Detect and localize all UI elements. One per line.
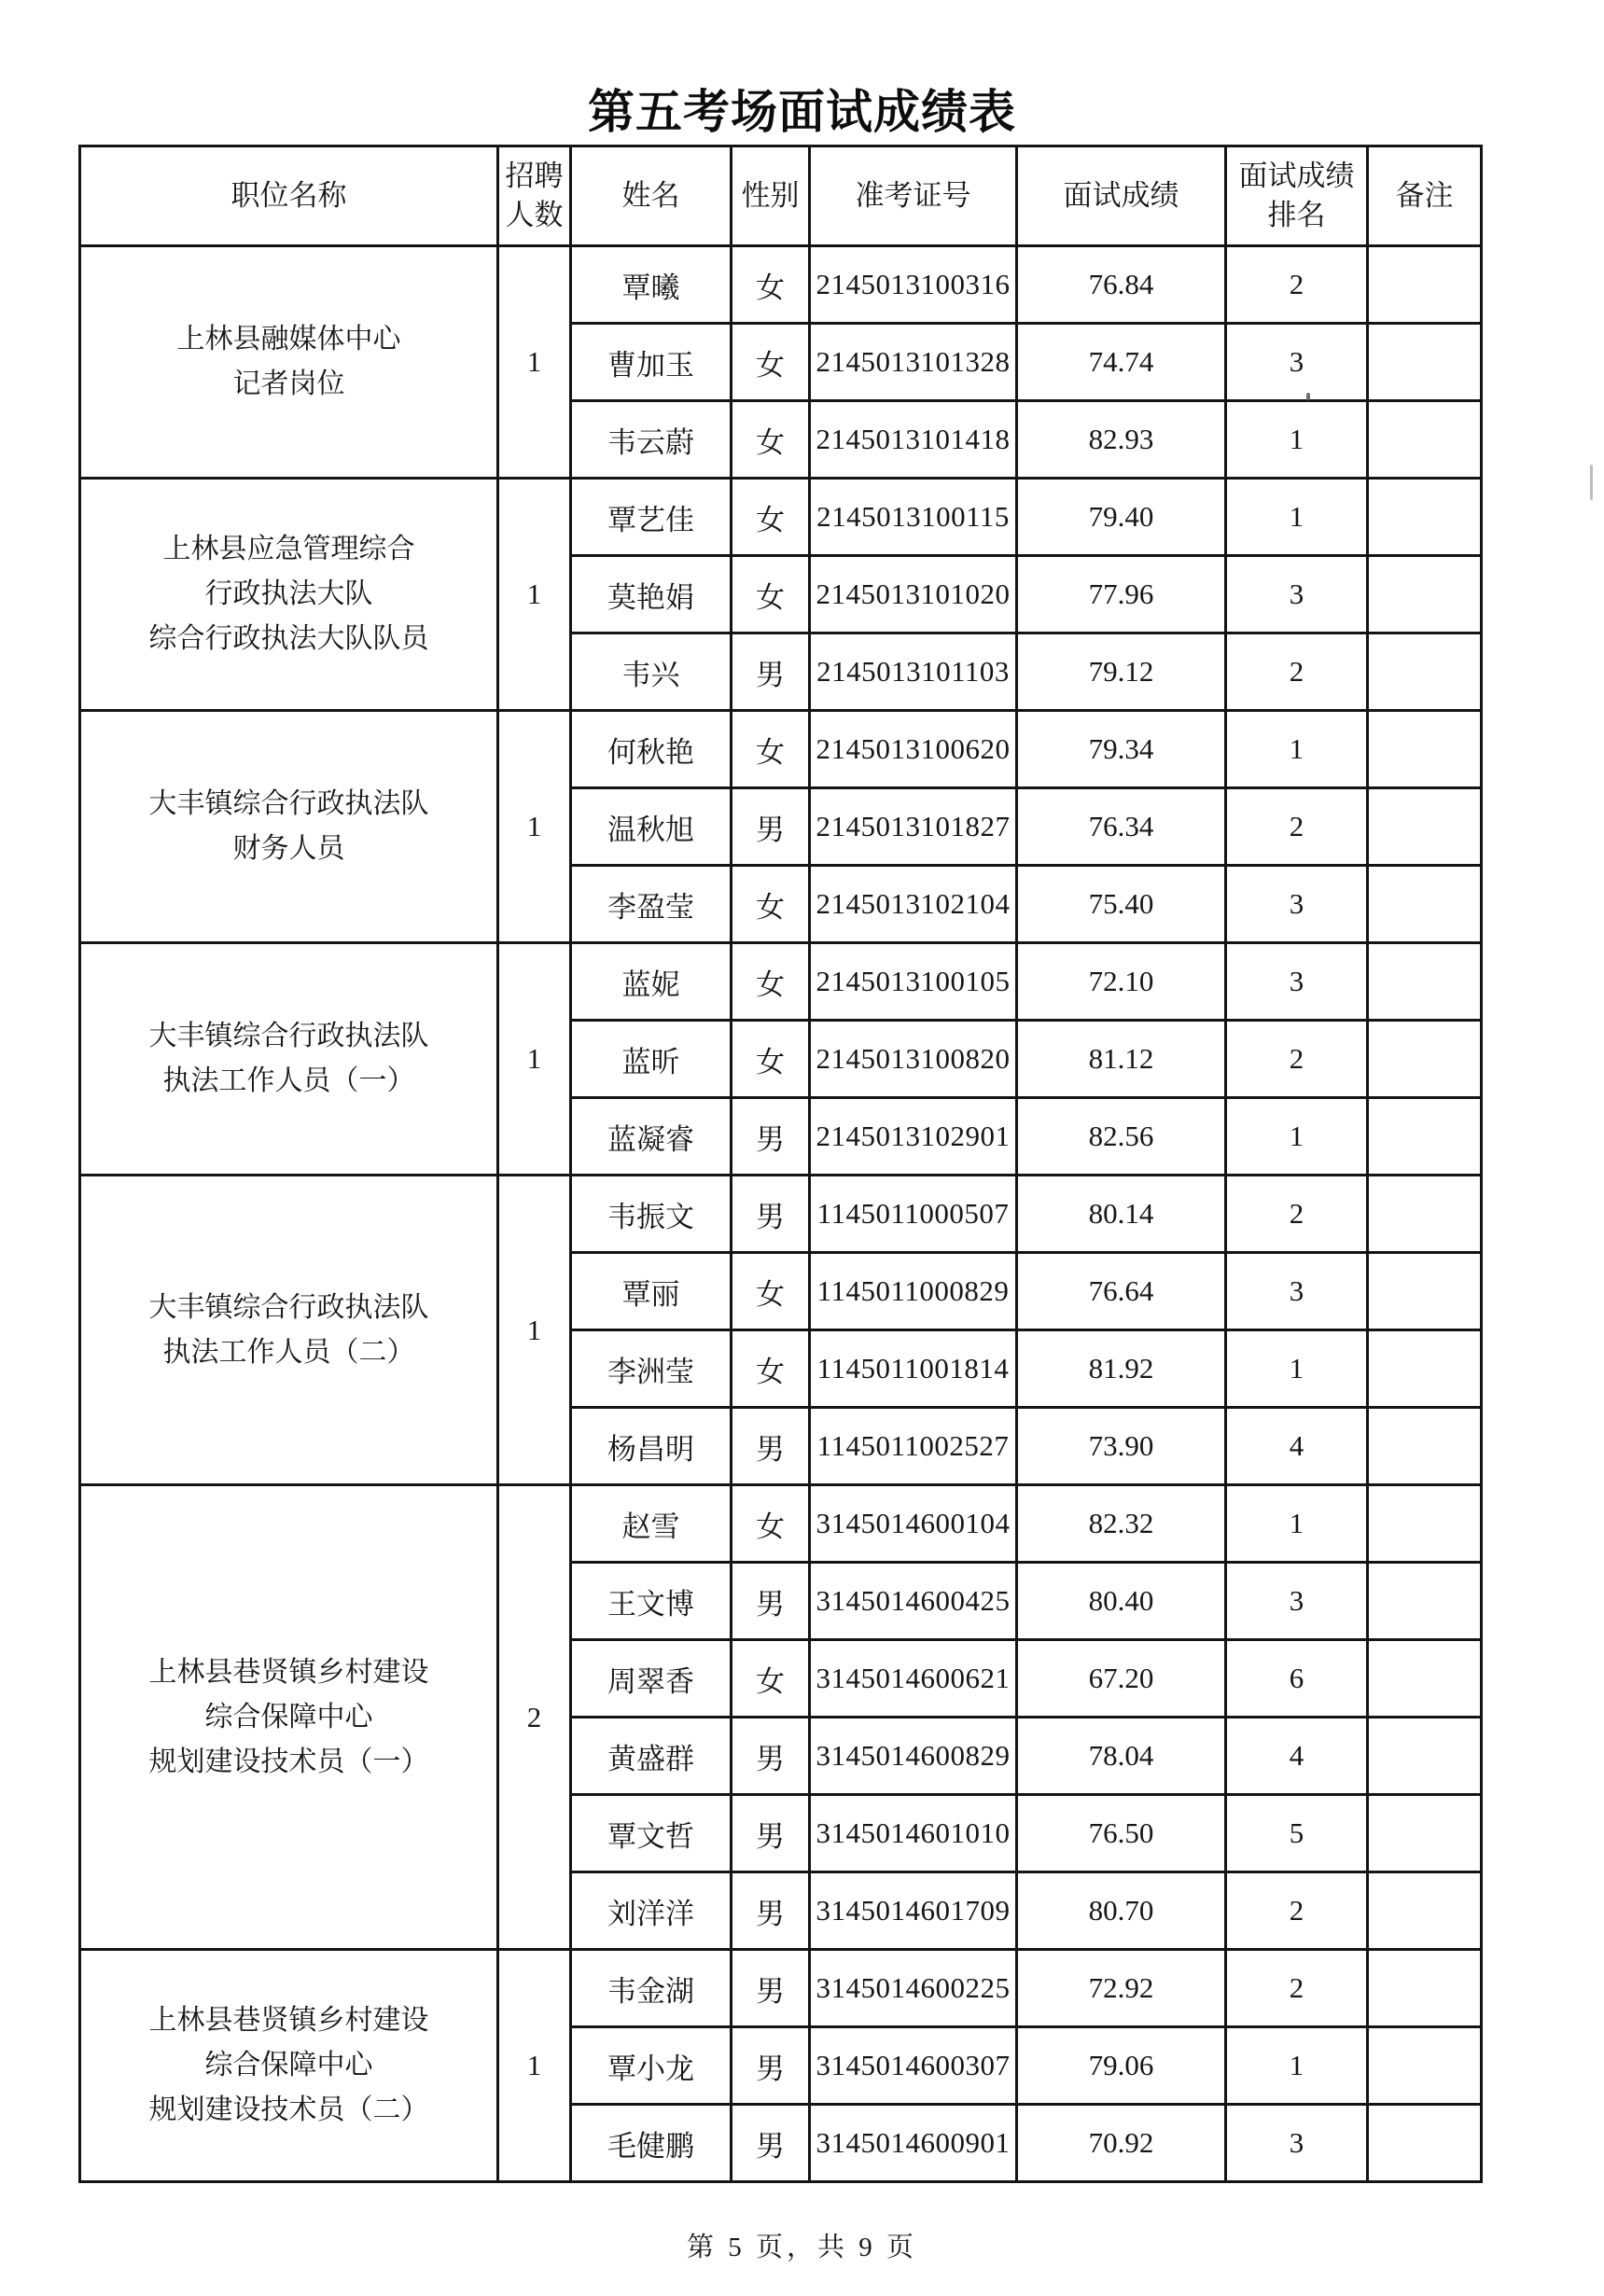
recruits-cell: 1 xyxy=(498,711,571,943)
position-line: 财务人员 xyxy=(232,833,345,864)
scan-artifact-dash xyxy=(1590,465,1593,500)
position-line: 上林县巷贤镇乡村建设 xyxy=(148,2005,429,2036)
remark-cell xyxy=(1368,2027,1482,2105)
exam-id-cell: 3145014600829 xyxy=(810,1718,1017,1795)
exam-id-cell: 2145013102104 xyxy=(810,866,1017,943)
column-header-recruits: 招聘人数 xyxy=(498,146,571,246)
name-cell: 刘洋洋 xyxy=(571,1872,732,1950)
remark-cell xyxy=(1368,1253,1482,1330)
remark-cell xyxy=(1368,1718,1482,1795)
position-line: 规划建设技术员（二） xyxy=(148,2094,429,2125)
position-line: 综合行政执法大队队员 xyxy=(148,623,429,654)
name-cell: 曹加玉 xyxy=(571,324,732,401)
column-header-position: 职位名称 xyxy=(80,146,498,246)
name-cell: 李盈莹 xyxy=(571,866,732,943)
column-header-name: 姓名 xyxy=(571,146,732,246)
remark-cell xyxy=(1368,1485,1482,1563)
remark-cell xyxy=(1368,246,1482,324)
table-row xyxy=(80,711,1482,788)
rank-cell: 1 xyxy=(1226,1330,1368,1408)
gender-cell: 女 xyxy=(732,1485,810,1563)
name-cell: 莫艳娟 xyxy=(571,556,732,633)
exam-id-cell: 2145013100316 xyxy=(810,246,1017,324)
remark-cell xyxy=(1368,324,1482,401)
remark-cell xyxy=(1368,2105,1482,2182)
name-cell: 韦云蔚 xyxy=(571,401,732,479)
position-line: 行政执法大队 xyxy=(204,578,373,609)
gender-cell: 女 xyxy=(732,1330,810,1408)
remark-cell xyxy=(1368,1563,1482,1640)
remark-cell xyxy=(1368,479,1482,556)
rank-cell: 3 xyxy=(1226,1563,1368,1640)
recruits-cell: 1 xyxy=(498,1176,571,1485)
recruits-cell: 1 xyxy=(498,1950,571,2182)
name-cell: 覃曦 xyxy=(571,246,732,324)
remark-cell xyxy=(1368,633,1482,711)
gender-cell: 男 xyxy=(732,1176,810,1253)
gender-cell: 女 xyxy=(732,1021,810,1098)
score-cell: 79.34 xyxy=(1017,711,1226,788)
position-line: 上林县巷贤镇乡村建设 xyxy=(148,1656,429,1688)
rank-cell: 2 xyxy=(1226,788,1368,866)
position-line: 大丰镇综合行政执法队 xyxy=(148,788,429,819)
page-footer: 第 5 页，共 9 页 xyxy=(686,2233,917,2262)
position-cell xyxy=(80,1485,498,1950)
score-cell: 67.20 xyxy=(1017,1640,1226,1718)
gender-cell: 女 xyxy=(732,479,810,556)
name-cell: 韦兴 xyxy=(571,633,732,711)
position-line: 记者岗位 xyxy=(232,369,345,399)
name-cell: 温秋旭 xyxy=(571,788,732,866)
rank-cell: 1 xyxy=(1226,1485,1368,1563)
name-cell: 覃文哲 xyxy=(571,1795,732,1872)
gender-cell: 女 xyxy=(732,1640,810,1718)
rank-cell: 2 xyxy=(1226,1176,1368,1253)
interview-score-table xyxy=(78,145,1483,2183)
remark-cell xyxy=(1368,1176,1482,1253)
remark-cell xyxy=(1368,1795,1482,1872)
score-cell: 82.56 xyxy=(1017,1098,1226,1176)
name-cell: 覃丽 xyxy=(571,1253,732,1330)
remark-cell xyxy=(1368,866,1482,943)
exam-id-cell: 2145013100620 xyxy=(810,711,1017,788)
name-cell: 周翠香 xyxy=(571,1640,732,1718)
score-cell: 79.40 xyxy=(1017,479,1226,556)
gender-cell: 男 xyxy=(732,1795,810,1872)
remark-cell xyxy=(1368,1872,1482,1950)
position-cell xyxy=(80,1176,498,1485)
name-cell: 赵雪 xyxy=(571,1485,732,1563)
name-cell: 毛健鹏 xyxy=(571,2105,732,2182)
column-header-rank: 面试成绩排名 xyxy=(1226,146,1368,246)
score-cell: 72.10 xyxy=(1017,943,1226,1021)
remark-cell xyxy=(1368,1021,1482,1098)
score-cell: 76.64 xyxy=(1017,1253,1226,1330)
position-cell xyxy=(80,1950,498,2182)
name-cell: 杨昌明 xyxy=(571,1408,732,1485)
name-cell: 蓝妮 xyxy=(571,943,732,1021)
score-cell: 81.92 xyxy=(1017,1330,1226,1408)
gender-cell: 女 xyxy=(732,1253,810,1330)
remark-cell xyxy=(1368,1950,1482,2027)
gender-cell: 男 xyxy=(732,1563,810,1640)
position-line: 综合保障中心 xyxy=(204,1701,373,1732)
exam-id-cell: 3145014601010 xyxy=(810,1795,1017,1872)
rank-cell: 1 xyxy=(1226,401,1368,479)
exam-id-cell: 3145014600901 xyxy=(810,2105,1017,2182)
exam-id-cell: 1145011002527 xyxy=(810,1408,1017,1485)
exam-id-cell: 2145013100115 xyxy=(810,479,1017,556)
score-cell: 80.40 xyxy=(1017,1563,1226,1640)
exam-id-cell: 3145014600425 xyxy=(810,1563,1017,1640)
gender-cell: 男 xyxy=(732,1872,810,1950)
score-cell: 82.32 xyxy=(1017,1485,1226,1563)
score-cell: 74.74 xyxy=(1017,324,1226,401)
rank-cell: 2 xyxy=(1226,1950,1368,2027)
remark-cell xyxy=(1368,711,1482,788)
score-cell: 72.92 xyxy=(1017,1950,1226,2027)
gender-cell: 男 xyxy=(732,2105,810,2182)
exam-id-cell: 2145013100820 xyxy=(810,1021,1017,1098)
rank-cell: 1 xyxy=(1226,479,1368,556)
rank-cell: 2 xyxy=(1226,1021,1368,1098)
rank-cell: 1 xyxy=(1226,2027,1368,2105)
name-cell: 李洲莹 xyxy=(571,1330,732,1408)
recruits-cell: 2 xyxy=(498,1485,571,1950)
name-cell: 覃小龙 xyxy=(571,2027,732,2105)
position-line: 执法工作人员（二） xyxy=(162,1336,415,1368)
remark-cell xyxy=(1368,1408,1482,1485)
gender-cell: 女 xyxy=(732,556,810,633)
scan-artifact-dot xyxy=(1306,393,1310,400)
position-cell xyxy=(80,943,498,1176)
rank-cell: 3 xyxy=(1226,943,1368,1021)
score-cell: 70.92 xyxy=(1017,2105,1226,2182)
position-cell xyxy=(80,246,498,479)
table-row xyxy=(80,943,1482,1021)
exam-id-cell: 3145014601709 xyxy=(810,1872,1017,1950)
rank-cell: 3 xyxy=(1226,2105,1368,2182)
exam-id-cell: 2145013100105 xyxy=(810,943,1017,1021)
score-cell: 78.04 xyxy=(1017,1718,1226,1795)
score-cell: 80.14 xyxy=(1017,1176,1226,1253)
remark-cell xyxy=(1368,943,1482,1021)
column-header-exam-id: 准考证号 xyxy=(810,146,1017,246)
table-row xyxy=(80,1485,1482,1563)
position-line: 上林县融媒体中心 xyxy=(176,324,401,355)
name-cell: 蓝昕 xyxy=(571,1021,732,1098)
rank-cell: 5 xyxy=(1226,1795,1368,1872)
column-header-score: 面试成绩 xyxy=(1017,146,1226,246)
exam-id-cell: 3145014600621 xyxy=(810,1640,1017,1718)
rank-cell: 4 xyxy=(1226,1718,1368,1795)
rank-cell: 3 xyxy=(1226,1253,1368,1330)
exam-id-cell: 1145011001814 xyxy=(810,1330,1017,1408)
exam-id-cell: 2145013101827 xyxy=(810,788,1017,866)
name-cell: 覃艺佳 xyxy=(571,479,732,556)
score-cell: 73.90 xyxy=(1017,1408,1226,1485)
position-line: 规划建设技术员（一） xyxy=(148,1746,429,1777)
exam-id-cell: 3145014600104 xyxy=(810,1485,1017,1563)
name-cell: 王文博 xyxy=(571,1563,732,1640)
rank-cell: 4 xyxy=(1226,1408,1368,1485)
page-title: 第五考场面试成绩表 xyxy=(588,86,1016,138)
table-row xyxy=(80,479,1482,556)
gender-cell: 女 xyxy=(732,246,810,324)
gender-cell: 男 xyxy=(732,1098,810,1176)
remark-cell xyxy=(1368,1330,1482,1408)
position-line: 大丰镇综合行政执法队 xyxy=(148,1021,429,1051)
gender-cell: 男 xyxy=(732,1408,810,1485)
column-header-remark: 备注 xyxy=(1368,146,1482,246)
score-cell: 76.34 xyxy=(1017,788,1226,866)
rank-cell: 3 xyxy=(1226,866,1368,943)
exam-id-cell: 2145013101020 xyxy=(810,556,1017,633)
remark-cell xyxy=(1368,1098,1482,1176)
exam-id-cell: 3145014600307 xyxy=(810,2027,1017,2105)
remark-cell xyxy=(1368,401,1482,479)
table-row xyxy=(80,1176,1482,1253)
score-cell: 79.12 xyxy=(1017,633,1226,711)
score-cell: 80.70 xyxy=(1017,1872,1226,1950)
remark-cell xyxy=(1368,556,1482,633)
score-cell: 76.84 xyxy=(1017,246,1226,324)
gender-cell: 女 xyxy=(732,943,810,1021)
exam-id-cell: 2145013101418 xyxy=(810,401,1017,479)
recruits-cell: 1 xyxy=(498,479,571,711)
position-line: 上林县应急管理综合 xyxy=(162,534,415,564)
gender-cell: 男 xyxy=(732,633,810,711)
table-row xyxy=(80,1950,1482,2027)
exam-id-cell: 1145011000829 xyxy=(810,1253,1017,1330)
position-line: 综合保障中心 xyxy=(204,2050,373,2080)
exam-id-cell: 2145013101328 xyxy=(810,324,1017,401)
name-cell: 韦金湖 xyxy=(571,1950,732,2027)
name-cell: 黄盛群 xyxy=(571,1718,732,1795)
rank-cell: 2 xyxy=(1226,1872,1368,1950)
exam-id-cell: 3145014600225 xyxy=(810,1950,1017,2027)
position-cell xyxy=(80,479,498,711)
gender-cell: 女 xyxy=(732,711,810,788)
recruits-cell: 1 xyxy=(498,246,571,479)
gender-cell: 男 xyxy=(732,2027,810,2105)
score-cell: 82.93 xyxy=(1017,401,1226,479)
position-line: 执法工作人员（一） xyxy=(162,1065,415,1096)
rank-cell: 1 xyxy=(1226,711,1368,788)
score-cell: 75.40 xyxy=(1017,866,1226,943)
remark-cell xyxy=(1368,788,1482,866)
name-cell: 何秋艳 xyxy=(571,711,732,788)
name-cell: 韦振文 xyxy=(571,1176,732,1253)
gender-cell: 女 xyxy=(732,401,810,479)
table-row xyxy=(80,246,1482,324)
gender-cell: 女 xyxy=(732,866,810,943)
score-cell: 77.96 xyxy=(1017,556,1226,633)
column-header-gender: 性别 xyxy=(732,146,810,246)
table-header-row xyxy=(80,146,1482,246)
score-cell: 76.50 xyxy=(1017,1795,1226,1872)
rank-cell: 2 xyxy=(1226,246,1368,324)
position-cell xyxy=(80,711,498,943)
rank-cell: 3 xyxy=(1226,324,1368,401)
score-cell: 79.06 xyxy=(1017,2027,1226,2105)
position-line: 大丰镇综合行政执法队 xyxy=(148,1291,429,1323)
exam-id-cell: 2145013102901 xyxy=(810,1098,1017,1176)
remark-cell xyxy=(1368,1640,1482,1718)
gender-cell: 男 xyxy=(732,788,810,866)
gender-cell: 男 xyxy=(732,1718,810,1795)
rank-cell: 3 xyxy=(1226,556,1368,633)
recruits-cell: 1 xyxy=(498,943,571,1176)
gender-cell: 男 xyxy=(732,1950,810,2027)
gender-cell: 女 xyxy=(732,324,810,401)
exam-id-cell: 2145013101103 xyxy=(810,633,1017,711)
rank-cell: 1 xyxy=(1226,1098,1368,1176)
rank-cell: 6 xyxy=(1226,1640,1368,1718)
exam-id-cell: 1145011000507 xyxy=(810,1176,1017,1253)
rank-cell: 2 xyxy=(1226,633,1368,711)
name-cell: 蓝凝睿 xyxy=(571,1098,732,1176)
score-cell: 81.12 xyxy=(1017,1021,1226,1098)
